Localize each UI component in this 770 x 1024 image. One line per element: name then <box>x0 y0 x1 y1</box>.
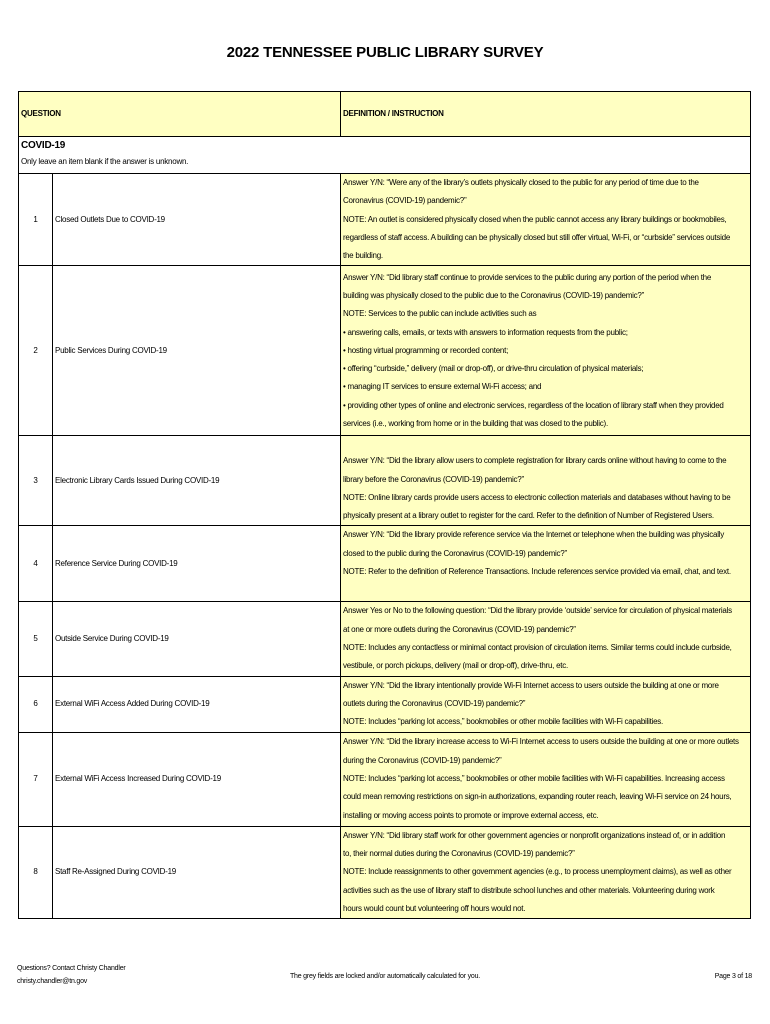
question-number: 1 <box>19 174 53 266</box>
table-row <box>19 436 751 526</box>
question-label: Outside Service During COVID-19 <box>53 602 341 676</box>
table-row <box>19 826 751 918</box>
table-header-row <box>19 92 751 137</box>
definition-line: Coronavirus (COVID-19) pandemic?” <box>343 196 467 206</box>
definition-line: Answer Y/N: “Did the library intentionally provide Wi-Fi Internet access to users outside the building at one or more <box>343 680 719 690</box>
table-row <box>19 676 751 732</box>
table-row <box>19 526 751 602</box>
question-label: Public Services During COVID-19 <box>53 266 341 436</box>
question-number: 2 <box>19 266 53 436</box>
definition-line: Answer Y/N: “Did the library provide reference service via the Internet or telephone when the building was physically <box>343 530 725 540</box>
question-number: 4 <box>19 526 53 602</box>
definition-cell <box>341 826 751 918</box>
question-label: Electronic Library Cards Issued During COVID-19 <box>53 436 341 526</box>
footer-note: The grey fields are locked and/or automatically calculated for you. <box>289 973 481 980</box>
question-label: Reference Service During COVID-19 <box>53 526 341 602</box>
definition-line: • managing IT services to ensure external Wi-Fi access; and <box>343 382 542 392</box>
definition-line: activities such as the use of library staff to distribute school lunches and other materials. Volunteering during work <box>343 885 715 895</box>
definition-line: Answer Y/N: “Did library staff work for other government agencies or nonprofit organizations instead of, or in addition <box>343 830 726 840</box>
definition-line: the building. <box>343 251 383 261</box>
definition-line: NOTE: Include reassignments to other government agencies (e.g., to process unemployment claims), as well as other <box>343 867 732 877</box>
survey-table <box>18 91 751 919</box>
question-label: Closed Outlets Due to COVID-19 <box>53 174 341 266</box>
definition-line: NOTE: Includes “parking lot access,” bookmobiles or other mobile facilities with Wi-Fi capabilities. Increasing access <box>343 774 725 784</box>
question-column-header: QUESTION <box>19 92 341 137</box>
definition-line: library before the Coronavirus (COVID-19) pandemic?” <box>343 474 524 484</box>
definition-line: Answer Y/N: “Did the library increase access to Wi-Fi Internet access to users outside the building at one or more outlets <box>343 737 739 747</box>
definition-line: NOTE: Online library cards provide users access to electronic collection materials and databases without having to be <box>343 492 731 502</box>
definition-cell <box>341 174 751 266</box>
definition-line: services (i.e., working from home or in the building that was closed to the public). <box>343 419 608 429</box>
definition-line: closed to the public during the Coronavirus (COVID-19) pandemic?” <box>343 548 567 558</box>
definition-line: at one or more outlets during the Coronavirus (COVID-19) pandemic?” <box>343 624 576 634</box>
definition-line: Answer Y/N: “Did the library allow users to complete registration for library cards online without having to come to the <box>343 456 727 466</box>
definition-line: • providing other types of online and electronic services, regardless of the location of library staff when they provided <box>343 400 724 410</box>
table-row <box>19 174 751 266</box>
definition-line: Answer Yes or No to the following question: “Did the library provide ‘outside’ service for circulation of physical materials <box>343 606 732 616</box>
definition-line: NOTE: Services to the public can include activities such as <box>343 309 537 319</box>
definition-cell <box>341 436 751 526</box>
definition-line: NOTE: Includes “parking lot access,” bookmobiles or other mobile facilities with Wi-Fi capabilities. <box>343 717 664 727</box>
definition-line: installing or moving access points to promote or improve external access, etc. <box>343 810 599 820</box>
definition-line: hours would count but volunteering off hours would not. <box>343 903 526 913</box>
question-number: 8 <box>19 826 53 918</box>
page-number: Page 3 of 18 <box>714 973 752 980</box>
definition-line: NOTE: Refer to the definition of Reference Transactions. Include references service provided via email, chat, and text. <box>343 567 731 577</box>
definition-line: could mean removing restrictions on sign-in authorizations, expanding router reach, leaving Wi-Fi service on 24 hours, <box>343 792 732 802</box>
definition-cell <box>341 732 751 826</box>
definition-line: NOTE: Includes any contactless or minimal contact provision of circulation items. Similar terms could include curbside, <box>343 643 732 653</box>
definition-line: • offering “curbside,” delivery (mail or drop-off), or drive-thru circulation of physical materials; <box>343 364 644 374</box>
section-title: COVID-19 <box>21 140 66 151</box>
definition-line: to, their normal duties during the Coronavirus (COVID-19) pandemic?” <box>343 848 575 858</box>
section-note: Only leave an item blank if the answer is unknown. <box>21 157 189 166</box>
definition-cell <box>341 266 751 436</box>
question-number: 6 <box>19 676 53 732</box>
table-row <box>19 602 751 676</box>
definition-cell <box>341 602 751 676</box>
definition-line: NOTE: An outlet is considered physically closed when the public cannot access any library buildings or bookmobiles, <box>343 214 727 224</box>
definition-line: during the Coronavirus (COVID-19) pandemic?” <box>343 755 502 765</box>
question-number: 3 <box>19 436 53 526</box>
question-number: 7 <box>19 732 53 826</box>
definition-line: Answer Y/N: “Were any of the library’s outlets physically closed to the public for any period of time due to the <box>343 178 699 187</box>
question-label: External WiFi Access Increased During COVID-19 <box>53 732 341 826</box>
definition-line: • answering calls, emails, or texts with answers to information requests from the public; <box>343 327 628 337</box>
definition-line: outlets during the Coronavirus (COVID-19) pandemic?” <box>343 699 526 709</box>
question-label: Staff Re-Assigned During COVID-19 <box>53 826 341 918</box>
section-row <box>19 137 751 174</box>
definition-line: • hosting virtual programming or recorded content; <box>343 345 509 355</box>
table-row <box>19 732 751 826</box>
definition-line: building was physically closed to the public due to the Coronavirus (COVID-19) pandemic?” <box>343 290 645 300</box>
definition-cell <box>341 676 751 732</box>
definition-line: Answer Y/N: “Did library staff continue to provide services to the public during any portion of the period when the <box>343 272 712 282</box>
footer-contact-email: christy.chandler@tn.gov <box>17 978 88 985</box>
section-header-cell <box>19 137 751 174</box>
definition-line: regardless of staff access. A building can be physically closed but still offer virtual, Wi-Fi, or “curbside” services outside <box>343 232 731 242</box>
footer-contact-line: Questions? Contact Christy Chandler <box>17 965 126 972</box>
definition-cell <box>341 526 751 602</box>
definition-column-header: DEFINITION / INSTRUCTION <box>341 92 751 137</box>
page-title: 2022 TENNESSEE PUBLIC LIBRARY SURVEY <box>226 44 544 61</box>
definition-line: physically present at a library outlet to register for the card. Refer to the definition of Number of Registered Users. <box>343 511 714 521</box>
definition-line: vestibule, or porch pickups, delivery (mail or drop-off), drive-thru, etc. <box>343 661 569 671</box>
question-label: External WiFi Access Added During COVID-19 <box>53 676 341 732</box>
table-row <box>19 266 751 436</box>
question-number: 5 <box>19 602 53 676</box>
